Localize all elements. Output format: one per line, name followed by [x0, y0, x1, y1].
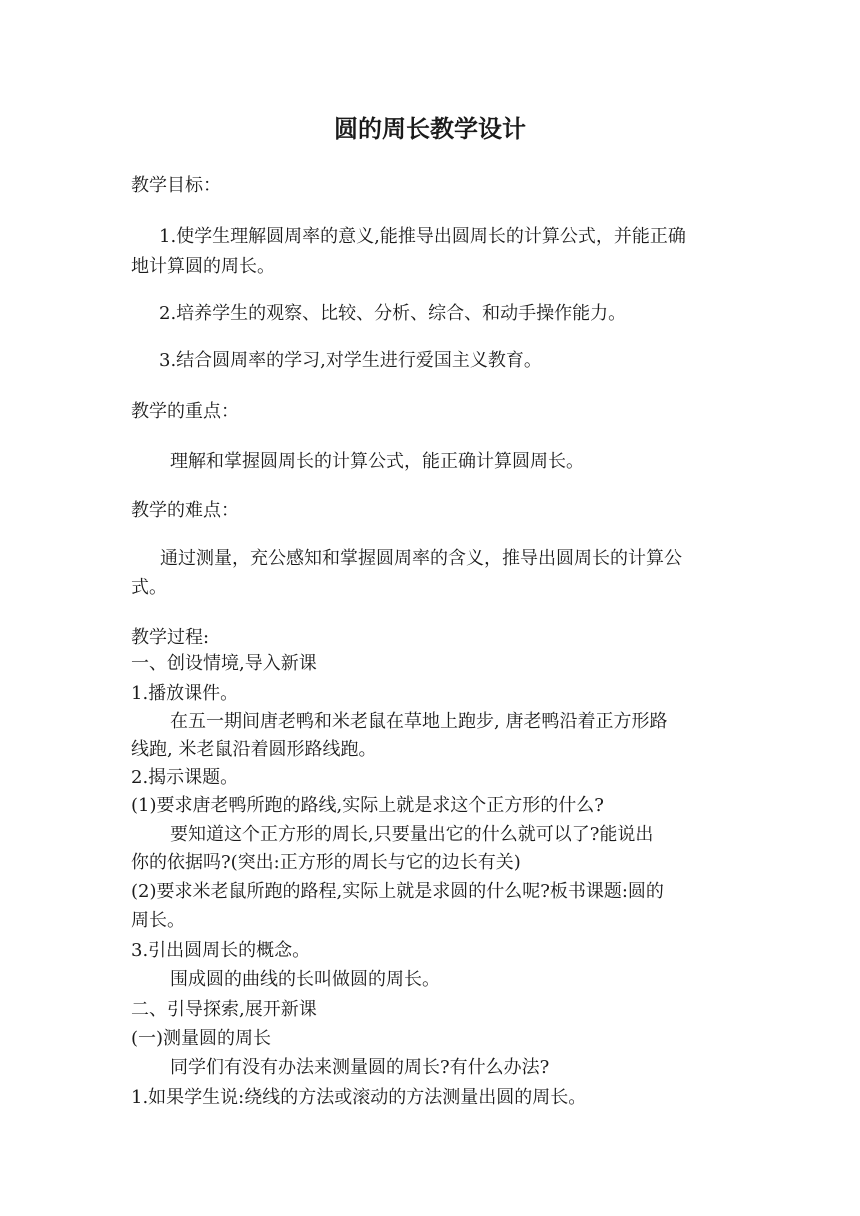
item-1-text-line-1: 在五一期间唐老鸭和米老鼠在草地上跑步, 唐老鸭沿着正方形路 — [170, 711, 668, 732]
item-3-text: 围成圆的曲线的长叫做圆的周长。 — [170, 969, 440, 990]
goal-2: 2.培养学生的观察、比较、分析、综合、和动手操作能力。 — [159, 303, 627, 324]
section-1-heading: 一、创设情境,导入新课 — [131, 653, 317, 674]
item-3: 3.引出圆周长的概念。 — [131, 940, 311, 961]
subsection-1-text: 同学们有没有办法来测量圆的周长?有什么办法? — [170, 1057, 550, 1078]
difficulty-line-1: 通过测量，充公感知和掌握圆周率的含义，推导出圆周长的计算公 — [160, 548, 682, 569]
difficulty-line-2: 式。 — [131, 577, 167, 598]
difficulty-heading: 教学的难点： — [131, 500, 239, 521]
goal-1-line-1: 1.使学生理解圆周率的意义,能推导出圆周长的计算公式，并能正确 — [159, 226, 686, 247]
item-2: 2.揭示课题。 — [131, 767, 239, 788]
item-1: 1.播放课件。 — [131, 683, 239, 704]
key-heading: 教学的重点： — [131, 401, 239, 422]
document-title: 圆的周长教学设计 — [334, 114, 526, 143]
item-2-question-1-text-line-2: 你的依据吗?(突出:正方形的周长与它的边长有关) — [131, 852, 521, 873]
item-2-question-1-text-line-1: 要知道这个正方形的周长,只要量出它的什么就可以了?能说出 — [170, 824, 654, 845]
item-1-text-line-2: 线跑, 米老鼠沿着圆形路线跑。 — [131, 739, 377, 760]
goal-1-line-2: 地计算圆的周长。 — [131, 256, 275, 277]
item-2-question-2-line-2: 周长。 — [131, 910, 185, 931]
process-heading: 教学过程: — [131, 627, 210, 648]
goals-heading: 教学目标： — [131, 175, 221, 196]
item-2-question-2-line-1: (2)要求米老鼠所跑的路程,实际上就是求圆的什么呢?板书课题:圆的 — [131, 881, 664, 902]
subsection-1-heading: (一)测量圆的周长 — [131, 1028, 272, 1049]
subsection-1-item-1: 1.如果学生说:绕线的方法或滚动的方法测量出圆的周长。 — [131, 1087, 587, 1108]
item-2-question-1: (1)要求唐老鸭所跑的路线,实际上就是求这个正方形的什么? — [131, 795, 604, 816]
goal-3: 3.结合圆周率的学习,对学生进行爱国主义教育。 — [159, 350, 542, 371]
section-2-heading: 二、引导探索,展开新课 — [131, 999, 317, 1020]
key-text: 理解和掌握圆周长的计算公式，能正确计算圆周长。 — [170, 451, 584, 472]
